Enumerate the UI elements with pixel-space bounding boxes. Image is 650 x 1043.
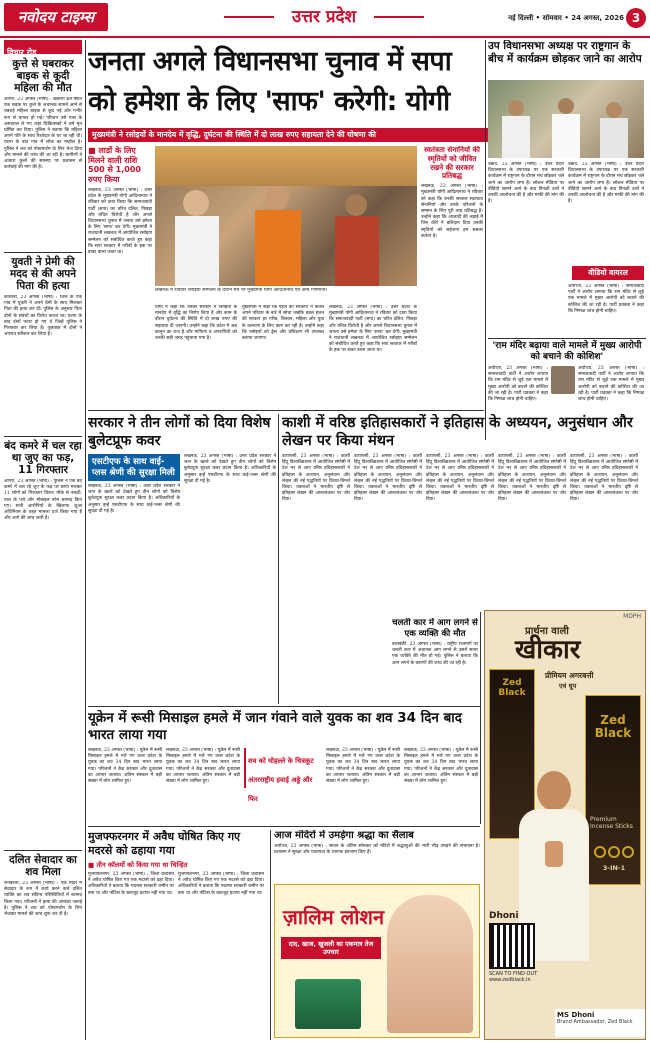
- side-story: [421, 146, 483, 406]
- car-fire-headline: चलती कार में आग लगने से एक व्यक्ति की मौत: [392, 618, 478, 639]
- madrasa-story: [88, 830, 268, 1040]
- kashi-body-col1: वाराणसी, 23 अगस्त (भाषा) : काशी हिंदू विश्वविद्यालय में आयोजित संगोष्ठी में देश भर से आए वरिष्ठ इतिहासकारों ने इतिहास के अध्ययन, अनुसंधान और लेखन की नई पद्धतियों पर विचार-विमर्श किया। वक्ताओं ने भारतीय दृष्टि से इतिहास लेखन की आवश्यकता पर जोर दिया।: [282, 454, 350, 503]
- zalim-ad[interactable]: [274, 884, 480, 1038]
- lead-photo: [155, 146, 417, 286]
- lead-headline-line1: जनता अगले विधानसभा चुनाव में सपा: [88, 46, 452, 77]
- side-story-headline: स्वतंत्रता सेनानियों की स्मृतियों को जीवित रखने की सरकार प्रतिबद्ध: [424, 146, 480, 181]
- lead-strap: मुख्यमंत्री ने रसोइयों के मानदेय में वृद्धि, दुर्घटना की स्थिति में दो लाख रुपए सहायता देने की घोषणा की: [88, 128, 643, 142]
- story3-headline: बंद कमरे में चल रहा था जुए का फड़, 11 गिरफ्तार: [4, 440, 82, 476]
- kashi-story: [282, 414, 646, 610]
- ad-qr-block[interactable]: Dhoni SCAN TO FIND OUT www.zedblack.in: [489, 911, 538, 983]
- madrasa-body-col2: मुजफ्फरनगर, 23 अगस्त (भाषा) : जिला प्रशासन ने अवैध घोषित किए गए एक मदरसे को ढहा दिया। अधिकारियों ने बताया कि मदरसा सरकारी जमीन पर बना था और नोटिस के बावजूद हटाया नहीं गया था।: [178, 872, 264, 896]
- quote-avatar: [551, 366, 575, 394]
- story2-body: कौशांबी, 23 अगस्त (भाषा) : जिले के एक गांव में युवती ने अपने प्रेमी के साथ मिलकर पिता की हत्या कर दी। पुलिस के अनुसार पिता दोनों के संबंधों का विरोध करता था। घटना के बाद दोनों फरार हो गए थे जिन्हें पुलिस ने गिरफ्तार कर लिया है। पूछताछ में दोनों ने अपराध स्वीकार कर लिया है।: [4, 295, 82, 338]
- story4-body: रायबरेली, 23 अगस्त (भाषा) : एक मंदिर में सेवादार के रूप में कार्य करने वाले दलित व्यक्ति का शव संदिग्ध परिस्थितियों में बरामद किया गया। परिजनों ने हत्या की आशंका जताई है। पुलिस ने शव को पोस्टमार्टम के लिए भेजकर मामले की जांच शुरू कर दी है।: [4, 881, 82, 918]
- story2-headline: युवती ने प्रेमी की मदद से की अपने पिता की हत्या: [9, 256, 77, 292]
- quote-headline: 'राम मंदिर बढ़ाया वाले मामले में मुख्य आरोपी को बचाने की कोशिश': [492, 341, 642, 362]
- kashi-body-col5: वाराणसी, 23 अगस्त (भाषा) : काशी हिंदू विश्वविद्यालय में आयोजित संगोष्ठी में देश भर से आए वरिष्ठ इतिहासकारों ने इतिहास के अध्ययन, अनुसंधान और लेखन की नई पद्धतियों पर विचार-विमर्श किया। वक्ताओं ने भारतीय दृष्टि से इतिहास लेखन की आवश्यकता पर जोर दिया।: [570, 454, 638, 503]
- story1-headline: कुत्ते से घबराकर बाइक से कूदी महिला की मौत: [12, 58, 74, 94]
- lead-body-col1: योगी ने कहा कि उनकी सरकार ने रसोइयों के मानदेय में वृद्धि का निर्णय लिया है और काम के दौरान दुर्घटना की स्थिति में दो लाख रुपए की सहायता दी जाएगी। उन्होंने कहा कि प्रदेश में अब कानून का राज है और माफिया व अपराधियों को उनकी सही जगह पहुंचाया गया है।: [155, 305, 237, 342]
- top-right-body-col2: उन्नाव, 23 अगस्त (भाषा) : उत्तर प्रदेश विधानसभा के उपाध्यक्ष पर एक सरकारी कार्यक्रम में राष्ट्रगान के दौरान मंच छोड़कर चले जाने का आरोप लगा है। सोशल मीडिया पर वीडियो सामने आने के बाद विपक्षी दलों ने उनकी आलोचना की है और माफी की मांग की है।: [568, 162, 644, 205]
- kashi-body-col3: वाराणसी, 23 अगस्त (भाषा) : काशी हिंदू विश्वविद्यालय में आयोजित संगोष्ठी में देश भर से आए वरिष्ठ इतिहासकारों ने इतिहास के अध्ययन, अनुसंधान और लेखन की नई पद्धतियों पर विचार-विमर्श किया। वक्ताओं ने भारतीय दृष्टि से इतिहास लेखन की आवश्यकता पर जोर दिया।: [426, 454, 494, 503]
- kashi-body-col4: वाराणसी, 23 अगस्त (भाषा) : काशी हिंदू विश्वविद्यालय में आयोजित संगोष्ठी में देश भर से आए वरिष्ठ इतिहासकारों ने इतिहास के अध्ययन, अनुसंधान और लेखन की नई पद्धतियों पर विचार-विमर्श किया। वक्ताओं ने भारतीय दृष्टि से इतिहास लेखन की आवश्यकता पर जोर दिया।: [498, 454, 566, 503]
- quote-body-2: अयोध्या, 23 अगस्त (भाषा) : समाजवादी पार्टी ने आरोप लगाया कि राम मंदिर से जुड़े एक मामले में मुख्य आरोपी को बचाने की कोशिश की जा रही है। पार्टी प्रवक्ता ने कहा कि निष्पक्ष जांच होनी चाहिए।: [578, 366, 644, 403]
- ad-ambassador-caption: MS Dhoni Brand Ambassador, Zed Black: [555, 1009, 645, 1037]
- lead-sidebar: [88, 146, 152, 406]
- ad-subtitle2: एवं धूप: [559, 682, 577, 690]
- security-headline: सरकार ने तीन लोगों को दिया विशेष बुलेटप्रूफ कवर: [88, 415, 271, 449]
- ad-corner-tag: MDPH: [623, 613, 641, 620]
- ad-pack-left: Zed Black: [489, 669, 535, 839]
- ukraine-body-col3: लखनऊ, 23 अगस्त (भाषा) : यूक्रेन में रूसी मिसाइल हमले में मारे गए उत्तर प्रदेश के युवक का शव 34 दिन बाद भारत लाया गया। परिजनों ने केंद्र सरकार और दूतावास का आभार जताया। अंतिम संस्कार में बड़ी संख्या में लोग शामिल हुए।: [326, 748, 400, 785]
- ad-brand-hi: प्रार्थना वाली: [525, 626, 569, 637]
- lead-body-col3: लखनऊ, 23 अगस्त (भाषा) : उत्तर प्रदेश के मुख्यमंत्री योगी आदित्यनाथ ने रविवार को दावा किया कि समाजवादी पार्टी (सपा) का चरित्र दलित, पिछड़ा और वंचित विरोधी है और अगले विधानसभा चुनाव में जनता उसे हमेशा के लिए 'साफ' कर देगी। मुख्यमंत्री ने राजधानी लखनऊ में आयोजित रसोइया सम्मेलन को संबोधित करते हुए कहा कि सपा सरकार में गरीबों के हक पर डाका डाला जाता था।: [329, 305, 417, 354]
- paper-logo: [4, 3, 108, 31]
- qr-code-icon[interactable]: [489, 923, 535, 969]
- zalim-product-image: [295, 979, 361, 1029]
- story3-body: आगरा, 23 अगस्त (भाषा) : पुलिस ने एक बंद कमरे में चल रहे जुए के फड़ पर छापा मारकर 11 लोगों को गिरफ्तार किया। मौके से नकदी, ताश के पत्ते और मोबाइल फोन बरामद किए गए। सभी आरोपियों के खिलाफ जुआ अधिनियम के तहत मामला दर्ज किया गया है और आगे की जांच जारी है।: [4, 479, 82, 522]
- kashi-headline: काशी में वरिष्ठ इतिहासकारों ने इतिहास के अध्ययन, अनुसंधान और लेखन पर किया मंथन: [282, 415, 633, 449]
- madrasa-headline: मुजफ्फरनगर में अवैध घोषित किए गए मदरसे को ढहाया गया: [88, 830, 241, 857]
- top-right-body-col3: अयोध्या, 23 अगस्त (भाषा) : समाजवादी पार्टी ने आरोप लगाया कि राम मंदिर से जुड़े एक मामले में मुख्य आरोपी को बचाने की कोशिश की जा रही है। पार्टी प्रवक्ता ने कहा कि निष्पक्ष जांच होनी चाहिए।: [568, 284, 644, 314]
- photo-caption: लखनऊ में रविवार रसोइया सम्मेलन के दौरान मंच पर मुख्यमंत्री योगी आदित्यनाथ एवं अन्य गणमान्य।: [155, 288, 328, 293]
- logo-text: नवोदय टाइम्स: [17, 8, 95, 26]
- left-column: [4, 40, 82, 1040]
- sidebar-headline: ■ लाडों के लिए मिलने वाली राशि 500 से 1,000 रुपए किया: [88, 146, 141, 184]
- ad-rings: [592, 846, 636, 860]
- masthead: [0, 0, 650, 38]
- ukraine-body-col1: लखनऊ, 23 अगस्त (भाषा) : यूक्रेन में रूसी मिसाइल हमले में मारे गए उत्तर प्रदेश के युवक का शव 34 दिन बाद भारत लाया गया। परिजनों ने केंद्र सरकार और दूतावास का आभार जताया। अंतिम संस्कार में बड़ी संख्या में लोग शामिल हुए।: [88, 748, 162, 785]
- ad-subtitle: प्रीमियम अगरबत्ती: [545, 671, 594, 680]
- madrasa-sub: ■ तीन कॉलमों को किया गया था चिन्हित: [88, 861, 188, 869]
- section-title: उत्तर प्रदेश: [274, 4, 374, 30]
- zalim-brand: ज़ालिम लोशन: [283, 905, 385, 929]
- zed-black-ad[interactable]: [484, 610, 646, 1040]
- lead-headline: [88, 42, 472, 126]
- madrasa-body-col1: मुजफ्फरनगर, 23 अगस्त (भाषा) : जिला प्रशासन ने अवैध घोषित किए गए एक मदरसे को ढहा दिया। अधिकारियों ने बताया कि मदरसा सरकारी जमीन पर बना था और नोटिस के बावजूद हटाया नहीं गया था।: [88, 872, 174, 896]
- top-right-headline: उप विधानसभा अध्यक्ष पर राष्ट्रगान के बीच में कार्यक्रम छोड़कर जाने का आरोप: [488, 40, 642, 65]
- ukraine-headline: यूक्रेन में रूसी मिसाइल हमले में जान गंवाने वाले युवक का शव 34 दिन बाद भारत लाया गया: [88, 710, 462, 743]
- zalim-model-image: [387, 895, 473, 1033]
- security-body-col2: लखनऊ, 23 अगस्त (भाषा) : उत्तर प्रदेश सरकार ने जान के खतरे को देखते हुए तीन लोगों को विशेष बुलेटप्रूफ सुरक्षा कवर प्रदान किया है। अधिकारियों के अनुसार इन्हें एसटीएफ के साथ वाई-प्लस श्रेणी की सुरक्षा दी गई है।: [184, 454, 276, 484]
- temple-body: अयोध्या, 23 अगस्त (भाषा) : सावन के अंतिम सोमवार को मंदिरों में श्रद्धालुओं की भारी भीड़ उमड़ने की संभावना है। प्रशासन ने सुरक्षा और यातायात के व्यापक इंतजाम किए हैं।: [274, 844, 480, 856]
- temple-headline: आज मंदिरों में उमड़ेगा श्रद्धा का सैलाब: [274, 830, 414, 841]
- side-story-body: लखनऊ, 23 अगस्त (भाषा) : मुख्यमंत्री योगी आदित्यनाथ ने रविवार को कहा कि उनकी सरकार स्वतंत्रता सेनानियों और उनके परिजनों के सम्मान के लिए पूरी तरह प्रतिबद्ध है। उन्होंने कहा कि आजादी की लड़ाई में जिन वीरों ने बलिदान दिया उनकी स्मृतियों को सहेजना हम सबका कर्तव्य है।: [421, 184, 483, 239]
- section-label: विचार रोड: [4, 40, 82, 54]
- lead-headline-line2: को हमेशा के लिए 'साफ' करेगी: योगी: [88, 86, 450, 117]
- lead-body-col2: मुख्यमंत्री ने कहा कि पहले की सरकारों ने केवल अपने परिवार के बारे में सोचा जबकि डबल इंजन की सरकार हर गरीब, किसान, महिला और युवा के कल्याण के लिए काम कर रही है। उन्होंने कहा कि रसोइयों को ड्रेस और प्रशिक्षण भी उपलब्ध कराया जाएगा।: [242, 305, 324, 342]
- zalim-tagline-box: दाद, खाज, खुजली का एकमात्र तेज उपचार: [281, 937, 381, 959]
- ukraine-sub-box: शव को मोहल्ले के चित्रकूट अंतरराष्ट्रीय हवाई अड्डे और फिर: [244, 748, 322, 788]
- page-number-badge: [626, 8, 646, 28]
- page-number: 3: [631, 11, 641, 25]
- edition-date: नई दिल्ली • सोमवार • 24 अगस्त, 2026: [508, 14, 624, 22]
- temple-story: [274, 830, 480, 882]
- section-title-bar: [224, 4, 424, 30]
- security-box: एसटीएफ के साथ वाई-प्लस श्रेणी की सुरक्षा मिली: [88, 454, 180, 481]
- ad-pack-right: Zed Black Premium Incense Sticks 3-IN-1: [585, 695, 641, 885]
- quote-body: अयोध्या, 23 अगस्त (भाषा) : समाजवादी पार्टी ने आरोप लगाया कि राम मंदिर से जुड़े एक मामले में मुख्य आरोपी को बचाने की कोशिश की जा रही है। पार्टी प्रवक्ता ने कहा कि निष्पक्ष जांच होनी चाहिए।: [488, 366, 548, 403]
- kashi-body-col2: वाराणसी, 23 अगस्त (भाषा) : काशी हिंदू विश्वविद्यालय में आयोजित संगोष्ठी में देश भर से आए वरिष्ठ इतिहासकारों ने इतिहास के अध्ययन, अनुसंधान और लेखन की नई पद्धतियों पर विचार-विमर्श किया। वक्ताओं ने भारतीय दृष्टि से इतिहास लेखन की आवश्यकता पर जोर दिया।: [354, 454, 422, 503]
- car-fire-story: [392, 618, 478, 828]
- top-right-body-col1: उन्नाव, 23 अगस्त (भाषा) : उत्तर प्रदेश विधानसभा के उपाध्यक्ष पर एक सरकारी कार्यक्रम में राष्ट्रगान के दौरान मंच छोड़कर चले जाने का आरोप लगा है। सोशल मीडिया पर वीडियो सामने आने के बाद विपक्षी दलों ने उनकी आलोचना की है और माफी की मांग की है।: [488, 162, 564, 205]
- video-viral-tag: वीडियो वायरल: [572, 266, 644, 280]
- ukraine-body-col2: लखनऊ, 23 अगस्त (भाषा) : यूक्रेन में रूसी मिसाइल हमले में मारे गए उत्तर प्रदेश के युवक का शव 34 दिन बाद भारत लाया गया। परिजनों ने केंद्र सरकार और दूतावास का आभार जताया। अंतिम संस्कार में बड़ी संख्या में लोग शामिल हुए।: [166, 748, 240, 785]
- top-right-photo: [488, 80, 644, 158]
- car-fire-body: बाराबंकी, 23 अगस्त (भाषा) : राष्ट्रीय राजमार्ग पर चलती कार में अचानक आग लगने से उसमें सवार एक व्यक्ति की मौत हो गई। पुलिस ने बताया कि आग लगने के कारणों की जांच की जा रही है।: [392, 642, 478, 666]
- security-body-col1: लखनऊ, 23 अगस्त (भाषा) : उत्तर प्रदेश सरकार ने जान के खतरे को देखते हुए तीन लोगों को विशेष बुलेटप्रूफ सुरक्षा कवर प्रदान किया है। अधिकारियों के अनुसार इन्हें एसटीएफ के साथ वाई-प्लस श्रेणी की सुरक्षा दी गई है।: [88, 484, 180, 514]
- story1-body: आगरा, 23 अगस्त (भाषा) : खंदौली क्षेत्र स्थित एक सड़क पर कुत्ते के अचानक सामने आने से घबराई महिला बाइक से कूद गई और गंभीर रूप से घायल हो गई। परिजन उसे पास के अस्पताल ले गए जहां चिकित्सकों ने उसे मृत घोषित कर दिया। पुलिस ने बताया कि महिला अपने पति के साथ रिश्तेदार के घर जा रही थी। घटना के बाद गांव में शोक का माहौल है। पुलिस ने शव को पोस्टमार्टम के लिए भेज दिया और मामले की जांच की जा रही है। ग्रामीणों ने आवारा कुत्तों की समस्या पर प्रशासन से कार्रवाई की मांग की है।: [4, 97, 82, 171]
- story4-headline: दलित सेवादार का शव मिला: [9, 854, 77, 878]
- sidebar-body: लखनऊ, 23 अगस्त (भाषा) : उत्तर प्रदेश के मुख्यमंत्री योगी आदित्यनाथ ने रविवार को दावा किया कि समाजवादी पार्टी (सपा) का चरित्र दलित, पिछड़ा और वंचित विरोधी है और अगले विधानसभा चुनाव में जनता उसे हमेशा के लिए 'साफ' कर देगी। मुख्यमंत्री ने राजधानी लखनऊ में आयोजित रसोइया सम्मेलन को संबोधित करते हुए कहा कि सपा सरकार में गरीबों के हक पर डाका डाला जाता था।: [88, 188, 152, 256]
- ukraine-body-col4: लखनऊ, 23 अगस्त (भाषा) : यूक्रेन में रूसी मिसाइल हमले में मारे गए उत्तर प्रदेश के युवक का शव 34 दिन बाद भारत लाया गया। परिजनों ने केंद्र सरकार और दूतावास का आभार जताया। अंतिम संस्कार में बड़ी संख्या में लोग शामिल हुए।: [404, 748, 478, 785]
- security-story: [88, 414, 276, 704]
- ad-title-hi: खीकार: [515, 635, 581, 665]
